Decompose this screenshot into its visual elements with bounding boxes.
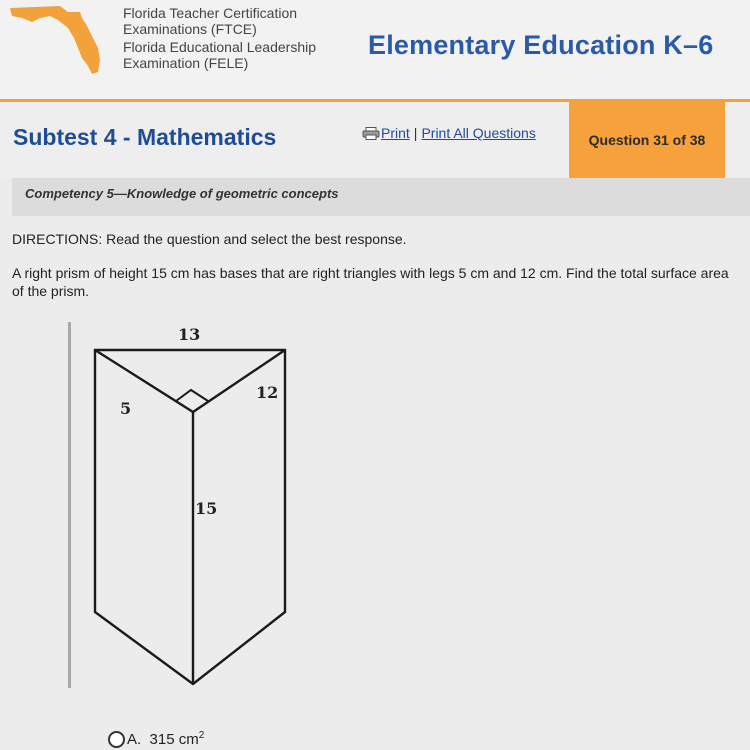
- label-height-15: 15: [195, 499, 218, 518]
- diagram-side-rule: [68, 322, 71, 688]
- org-names: [123, 5, 316, 73]
- choice-exponent: 2: [198, 730, 205, 741]
- org-line-3: Florida Educational Leadership: [123, 39, 317, 55]
- directions: DIRECTIONS: Read the question and select the best response.: [12, 231, 407, 247]
- label-top-13: 13: [178, 325, 201, 344]
- competency-bar: [12, 178, 750, 216]
- org-line-2: Examinations (FTCE): [123, 21, 257, 37]
- printer-icon[interactable]: [362, 127, 380, 140]
- radio-button-a[interactable]: [108, 731, 125, 748]
- subheader: [0, 102, 750, 178]
- subtest-title: Subtest 4 - Mathematics: [13, 124, 277, 150]
- print-links: [362, 125, 536, 141]
- choice-letter: A.: [127, 731, 142, 748]
- label-leg-5: 5: [120, 399, 132, 418]
- choice-value: 315 cm: [149, 731, 199, 748]
- brand-title: Elementary Education K–6: [368, 30, 714, 60]
- print-all-questions-link[interactable]: Print All Questions: [421, 125, 536, 141]
- competency-label: Competency 5—Knowledge of geometric concepts: [25, 186, 339, 201]
- question-stem: A right prism of height 15 cm has bases that are right triangles with legs 5 cm and 12 cm. Find the total surface area of the prism.: [12, 265, 729, 299]
- question-counter-badge: [569, 102, 725, 178]
- header: [0, 0, 750, 100]
- link-separator: |: [413, 125, 418, 141]
- question-counter: Question 31 of 38: [588, 132, 706, 148]
- label-leg-12: 12: [256, 383, 279, 402]
- print-link[interactable]: Print: [381, 125, 410, 141]
- right-angle-mark: [176, 390, 208, 401]
- florida-state-logo: [8, 2, 106, 76]
- org-line-1: Florida Teacher Certification: [123, 5, 298, 21]
- prism-diagram: [80, 320, 310, 692]
- org-line-4: Examination (FELE): [123, 55, 249, 71]
- answer-choice-a[interactable]: [108, 730, 204, 748]
